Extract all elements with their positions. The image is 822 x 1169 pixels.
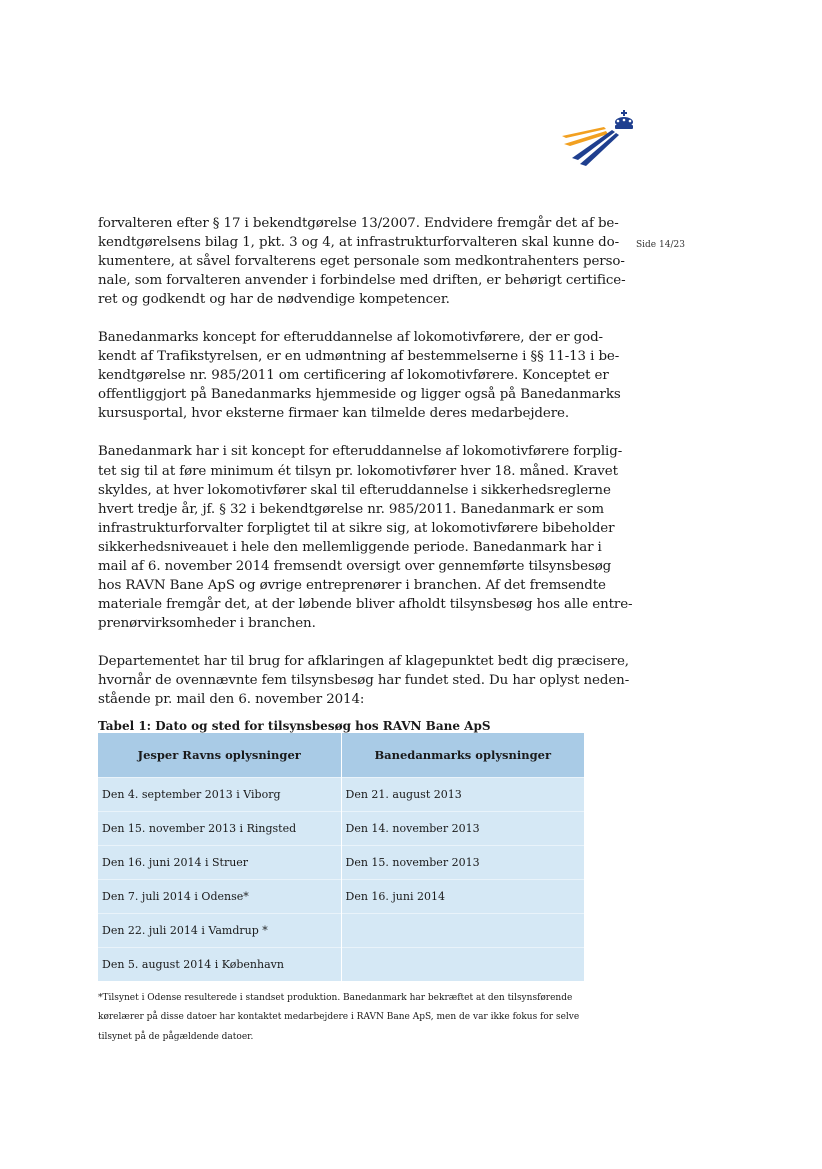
text-line: kursusportal, hvor eksterne firmaer kan tilmelde deres medarbejdere. xyxy=(98,406,569,422)
text-line: infrastrukturforvalter forpligtet til at sikre sig, at lokomotivførere bibeholder xyxy=(98,520,615,536)
table-cell: Den 15. november 2013 i Ringsted xyxy=(98,812,341,846)
table-row xyxy=(98,846,584,880)
table-row xyxy=(98,812,584,846)
banedanmark-logo-icon xyxy=(560,106,646,168)
table-cell: Den 7. juli 2014 i Odense* xyxy=(98,880,341,914)
text-line: stående pr. mail den 6. november 2014: xyxy=(98,692,365,708)
text-line: hos RAVN Bane ApS og øvrige entreprenører i branchen. Af det fremsendte xyxy=(98,577,606,593)
paragraph-4 xyxy=(98,652,630,709)
text-line: kendtgørelsens bilag 1, pkt. 3 og 4, at infrastrukturforvalteren skal kunne do- xyxy=(98,235,620,251)
page-number: Side 14/23 xyxy=(636,240,685,250)
footnote-line: tilsynet på de pågældende datoer. xyxy=(98,1031,254,1042)
table-cell: Den 5. august 2014 i København xyxy=(98,948,341,982)
text-line: materiale fremgår det, at der løbende bliver afholdt tilsynsbesøg hos alle entre- xyxy=(98,596,633,612)
text-line: kumentere, at såvel forvalterens eget personale som medkontrahenters perso- xyxy=(98,254,625,270)
text-line: kendtgørelse nr. 985/2011 om certificering af lokomotivførere. Konceptet er xyxy=(98,368,609,384)
table-cell xyxy=(341,948,584,982)
text-line: mail af 6. november 2014 fremsendt oversigt over gennemførte tilsynsbesøg xyxy=(98,558,612,574)
text-line: prenørvirksomheder i branchen. xyxy=(98,615,316,631)
text-line: offentliggjort på Banedanmarks hjemmeside og ligger også på Banedanmarks xyxy=(98,387,621,403)
footnote-line: *Tilsynet i Odense resulterede i standset produktion. Banedanmark har bekræftet at den tilsynsførende xyxy=(98,993,573,1003)
text-line: hvornår de ovennævnte fem tilsynsbesøg har fundet sted. Du har oplyst neden- xyxy=(98,672,630,688)
table-cell: Den 22. juli 2014 i Vamdrup * xyxy=(98,914,341,948)
table-row xyxy=(98,914,584,948)
paragraph-3 xyxy=(98,442,633,632)
inspection-table xyxy=(98,733,584,981)
table-row xyxy=(98,778,584,812)
text-line: forvalteren efter § 17 i bekendtgørelse 13/2007. Endvidere fremgår det af be- xyxy=(98,216,619,231)
table-cell: Den 4. september 2013 i Viborg xyxy=(98,778,341,812)
table-cell: Den 16. juni 2014 i Struer xyxy=(98,846,341,880)
text-line: tet sig til at føre minimum ét tilsyn pr. lokomotivfører hver 18. måned. Kravet xyxy=(98,463,618,479)
table-cell: Den 15. november 2013 xyxy=(341,846,584,880)
paragraph-1 xyxy=(98,214,626,309)
table-cell: Den 16. juni 2014 xyxy=(341,880,584,914)
table-header-cell: Banedanmarks oplysninger xyxy=(341,733,584,778)
text-line: ret og godkendt og har de nødvendige kompetencer. xyxy=(98,292,450,308)
table-footnote xyxy=(98,989,588,1047)
table-row xyxy=(98,880,584,914)
text-line: kendt af Trafikstyrelsen, er en udmøntning af bestemmelserne i §§ 11-13 i be- xyxy=(98,349,620,365)
table-cell: Den 14. november 2013 xyxy=(341,812,584,846)
table-cell xyxy=(341,914,584,948)
text-line: sikkerhedsniveauet i hele den mellemliggende periode. Banedanmark har i xyxy=(98,539,602,555)
body-text xyxy=(98,214,633,728)
table-header-row xyxy=(98,733,584,778)
table-cell: Den 21. august 2013 xyxy=(341,778,584,812)
table-caption: Tabel 1: Dato og sted for tilsynsbesøg hos RAVN Bane ApS xyxy=(98,719,491,733)
table-header-cell: Jesper Ravns oplysninger xyxy=(98,733,341,778)
text-line: Banedanmark har i sit koncept for efteruddannelse af lokomotivførere forplig- xyxy=(98,444,623,460)
text-line: skyldes, at hver lokomotivfører skal til efteruddannelse i sikkerhedsreglerne xyxy=(98,482,611,498)
text-line: Departementet har til brug for afklaringen af klagepunktet bedt dig præcisere, xyxy=(98,653,629,669)
table-row xyxy=(98,948,584,982)
text-line: hvert tredje år, jf. § 32 i bekendtgørelse nr. 985/2011. Banedanmark er som xyxy=(98,501,604,517)
paragraph-2 xyxy=(98,328,621,423)
footnote-line: kørelærer på disse datoer har kontaktet medarbejdere i RAVN Bane ApS, men de var ikke fokus for selve xyxy=(98,1012,580,1023)
text-line: nale, som forvalteren anvender i forbindelse med driften, er behørigt certifice- xyxy=(98,273,626,289)
text-line: Banedanmarks koncept for efteruddannelse af lokomotivførere, der er god- xyxy=(98,330,603,346)
